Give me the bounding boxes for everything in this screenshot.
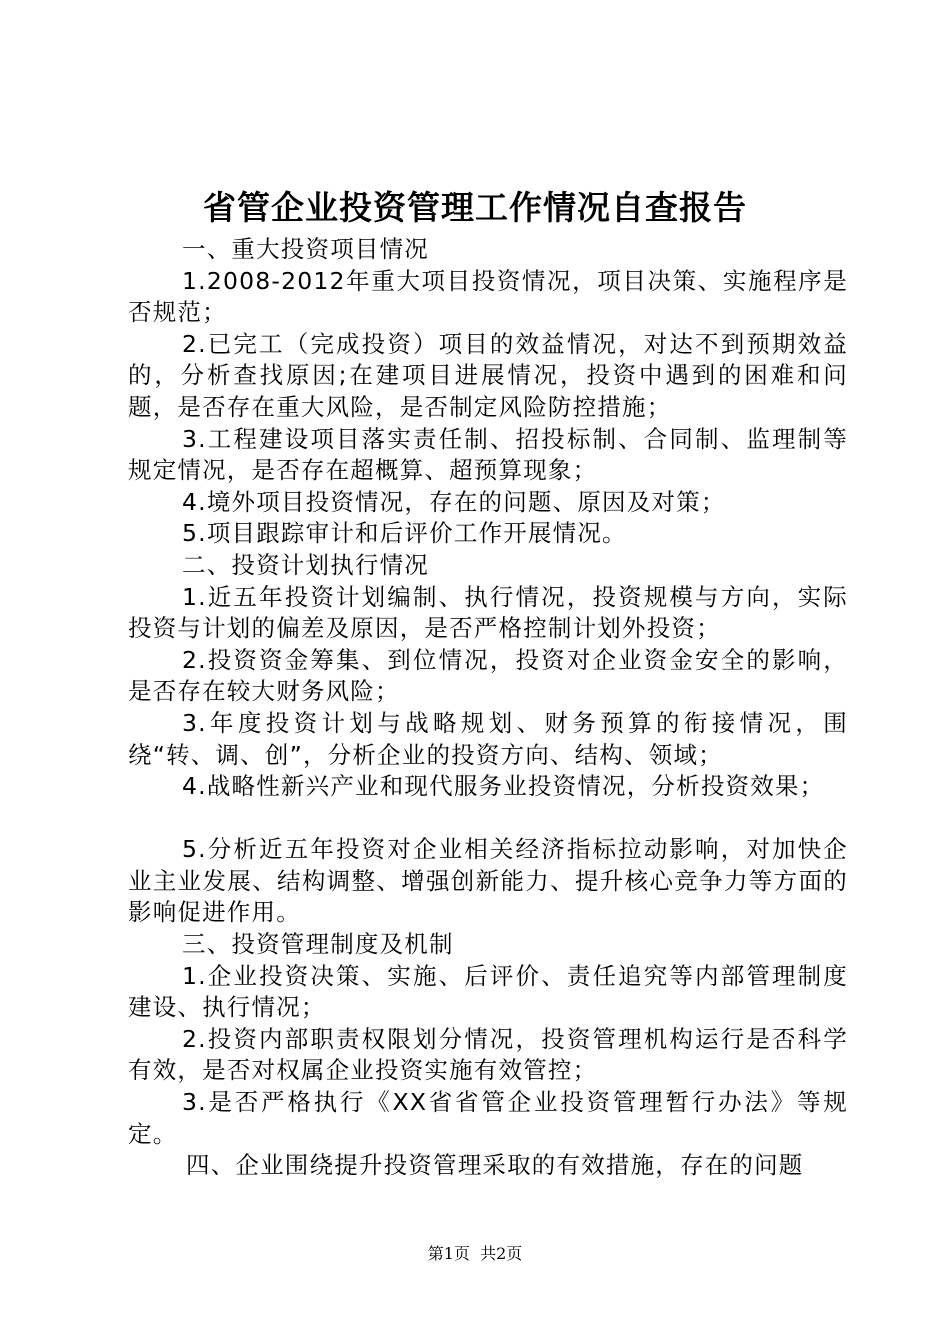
blank-line — [128, 803, 848, 835]
paragraph-2-2: 2.投资资金筹集、到位情况，投资对企业资金安全的影响，是否存在较大财务风险； — [128, 645, 848, 706]
document-body — [128, 234, 848, 1182]
paragraph-1-2: 2.已完工（完成投资）项目的效益情况，对达不到预期效益的，分析查找原因;在建项目进展情况，投资中遇到的困难和问题，是否存在重大风险，是否制定风险防控措施； — [128, 329, 848, 421]
paragraph-1-5: 5.项目跟踪审计和后评价工作开展情况。 — [182, 519, 627, 548]
page-number-label: 第1页 共2页 — [427, 1244, 523, 1263]
document-title: 省管企业投资管理工作情况自查报告 — [203, 188, 747, 227]
section-heading-4: 四、企业围绕提升投资管理采取的有效措施，存在的问题 — [186, 1151, 804, 1180]
paragraph-2-5: 5.分析近五年投资对企业相关经济指标拉动影响，对加快企业主业发展、结构调整、增强创新能力、提升核心竞争力等方面的影响促进作用。 — [128, 835, 848, 927]
page-footer — [0, 1243, 950, 1265]
section-heading-1: 一、重大投资项目情况 — [182, 235, 429, 263]
paragraph-1-4: 4.境外项目投资情况，存在的问题、原因及对策； — [182, 487, 726, 516]
paragraph-1-3: 3.工程建设项目落实责任制、招投标制、合同制、监理制等规定情况，是否存在超概算、超预算现象； — [128, 424, 848, 485]
paragraph-2-4: 4.战略性新兴产业和现代服务业投资情况，分析投资效果； — [182, 772, 825, 801]
paragraph-2-3: 3.年度投资计划与战略规划、财务预算的衔接情况，围绕“转、调、创”，分析企业的投资方向、结构、领域； — [128, 708, 848, 769]
paragraph-2-1: 1.近五年投资计划编制、执行情况，投资规模与方向，实际投资与计划的偏差及原因，是否严格控制计划外投资； — [128, 582, 848, 643]
paragraph-1-1: 1.2008-2012年重大项目投资情况，项目决策、实施程序是否规范； — [128, 266, 848, 327]
paragraph-3-1: 1.企业投资决策、实施、后评价、责任追究等内部管理制度建设、执行情况； — [128, 961, 848, 1022]
section-heading-3: 三、投资管理制度及机制 — [182, 930, 454, 959]
paragraph-3-2: 2.投资内部职责权限划分情况，投资管理机构运行是否科学有效，是否对权属企业投资实施有效管控； — [128, 1024, 848, 1085]
paragraph-3-3: 3.是否严格执行《XX省省管企业投资管理暂行办法》等规定。 — [128, 1088, 848, 1148]
section-heading-2: 二、投资计划执行情况 — [182, 550, 429, 579]
